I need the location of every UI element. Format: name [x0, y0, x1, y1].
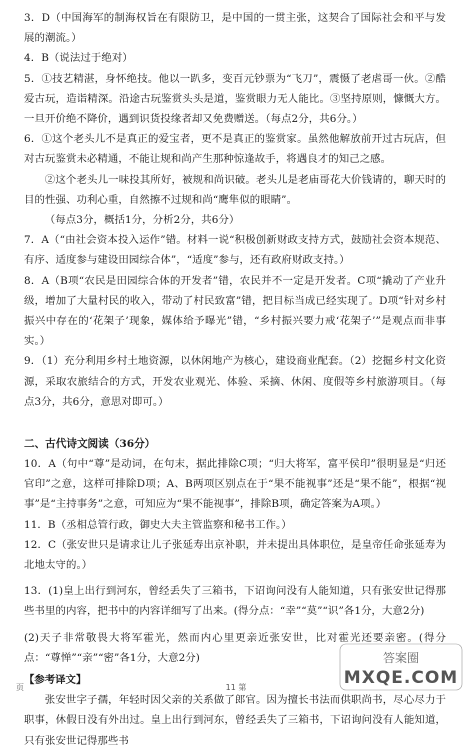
- answer-q8: 8．A（B项“农民是田园综合体的开发者”错，农民并不一定是开发者。C项“撬动了产业升级，增加了大量村民的收入，带动了村民致富”错，把目标当成已经实现了。D项“针对乡村振兴中存在的‘花架子’现象，媒体给予曝光”错，“乡村振兴要力戒‘花架子’”是观点而非事实。）: [24, 274, 446, 348]
- reference-translation-title: 【参考译文】: [24, 674, 87, 687]
- answer-q12: 12．C（张安世只是请求让儿子张延寿出京补职，并未提出具体职位，是皇帝任命张延寿为北地太守的。）: [24, 538, 446, 572]
- answer-q9: 9．（1）充分利用乡村土地资源，以休闲地产为核心，建设商业配套。（2）挖掘乡村文化资源，采取农旅结合的方式，开发农业观光、体验、采摘、休闲、度假等乡村旅游项目。（每点3分，共6分，意思对即可。）: [24, 355, 446, 408]
- watermark-logo-icon: [338, 642, 464, 692]
- answer-q10: 10．A（句中“尊”是动词，在句末，据此排除C项；“归大将军，富平侯印”很明显是“归还官印”之意，这样可排除D项；A、B两项区别点在于“果不能视事”还是“果不能”，根据“视事”是“主持事务”之意，可知应为“果不能视事”，排除B项，确定答案为A项。）: [24, 458, 446, 511]
- footer-left-text: 页: [16, 683, 24, 692]
- watermark-top-text: 答案圈: [382, 651, 420, 665]
- watermark-logo: [338, 642, 464, 692]
- answer-q13-part2: (2)天子非常敬畏大将军霍光，然而内心里更亲近张安世，比对霍光还要亲密。(得分点：“尊惮”“亲”“密”各1分，大意2分): [24, 631, 446, 664]
- answer-q13-part1: 13．(1)皇上出行到河东，曾经丢失了三箱书，下诏询问没有人能知道，只有张安世记得那些书里的内容，把书中的内容详细写了出来。(得分点：“幸”“莫”“识”各1分，大意2分): [24, 585, 446, 618]
- answer-q3: 3．D（中国海军的制海权旨在有限防卫，是中国的一贯主张，这契合了国际社会和平与发展的潮流。）: [24, 12, 446, 45]
- answer-q11: 11．B（丞相总管行政，御史大夫主管监察和秘书工作。）: [24, 518, 292, 531]
- answer-q6-part2: ②这个老头儿一味投其所好，被规和尚识破。老头儿是老庙哥花大价钱请的，聊天时的目的性强、功利心重，自然擦不过规和尚“鹰隼似的眼睛”。: [24, 173, 446, 206]
- answer-q5: 5．①技艺精湛，身怀绝技。他以一趴多，变百元钞票为“飞刀”，震慑了老虐哥一伙。②酷爱古玩，造诣精深。沿途古玩鉴赏头头是道，鉴赏眼力无人能比。③坚持原则，慷慨大方。一旦开价绝不降价，遇到识货投缘者却又免费赠送。（每点2分，共6分。）: [24, 72, 446, 126]
- answer-q6-part1: 6．①这个老头儿不是真正的爱宝者，更不是真正的鉴赏家。虽然他解放前开过古玩店，但对古玩鉴赏未必精通，不能让规和尚产生那种惊逢故手，将遇良才的知己之感。: [24, 133, 446, 166]
- reference-translation-text: 张安世字子孺，年轻时因父亲的关系做了郎官。因为擅长书法而供职尚书，尽心尽力于职事，休假日没有外出过。皇上出行到河东，曾经丢失了三箱书，下诏询问没有人能知道，只有张安世记得那些书: [24, 694, 446, 747]
- watermark-bottom-text: MXQE.COM: [343, 668, 459, 688]
- section-title: 二、古代诗文阅读（36分）: [24, 438, 156, 451]
- answer-q6-scoring: （每点3分，概括1分，分析2分，共6分）: [44, 214, 240, 227]
- page-number: 11 第: [225, 683, 247, 692]
- answer-q4: 4．B（说法过于绝对）: [24, 52, 133, 65]
- answer-q7: 7．A（“由社会资本投入运作”错。材料一说“积极创新财政支持方式，鼓励社会资本规范、有序、适度参与建设田园综合体”，“适度”参与，还有政府财政支持。）: [24, 234, 446, 267]
